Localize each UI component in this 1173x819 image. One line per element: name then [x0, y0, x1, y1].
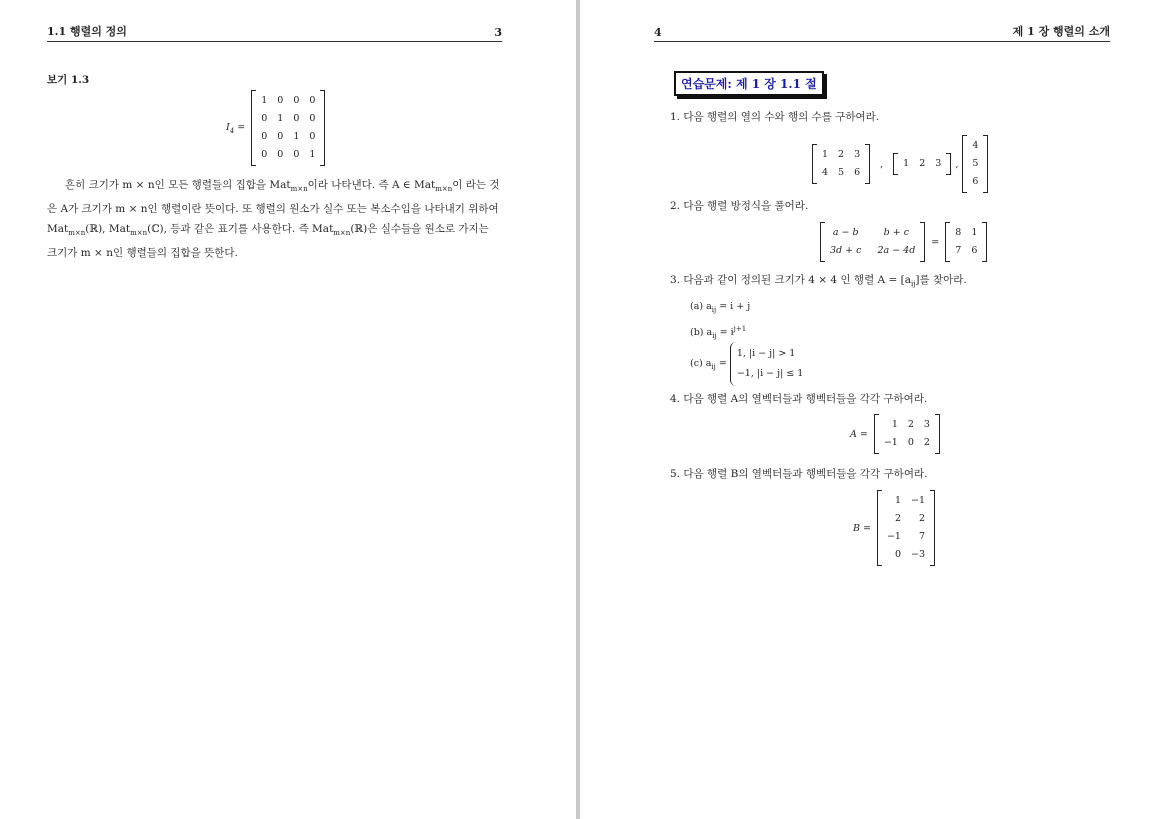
q2-lhs-cell-0-1: b + c — [883, 227, 910, 238]
example-title: 보기 1.3 — [47, 74, 90, 86]
right-header-chapter: 제 1 장 행렬의 소개 — [1012, 25, 1110, 38]
question-1: 1. 다음 행렬의 열의 수와 행의 수를 구하여라. — [670, 111, 880, 123]
q1m2-cell-0-2: 3 — [935, 158, 942, 169]
identity-equation — [226, 90, 325, 166]
identity-cell-2-2: 1 — [293, 131, 300, 142]
identity-cell-3-3: 1 — [309, 149, 316, 160]
q2-rhs-cell-0-1: 1 — [971, 227, 978, 238]
identity-cell-2-0: 0 — [261, 131, 268, 142]
q2-rhs-cell-0-0: 8 — [955, 227, 962, 238]
q4-cell-1-2: 2 — [923, 437, 930, 448]
q4-matrix — [874, 414, 940, 454]
q1m3-cell-1-0: 5 — [972, 158, 979, 169]
identity-cell-1-3: 0 — [309, 113, 316, 124]
q1-matrix-1x3 — [893, 153, 951, 175]
question-3a: (a) $a_{ij} = i + j$ — [690, 301, 751, 314]
q1m1-cell-0-0: 1 — [822, 149, 829, 160]
question-3: 3. 다음과 같이 정의된 크기가 4 × 4 인 행렬 $A = [a_{ij}]$를 찾아라. — [670, 274, 967, 289]
q5-cell-3-0: 0 — [894, 549, 901, 560]
q1-matrices: 1 2 3 4 5 6 , 1 2 3 , 4 5 6 — [812, 135, 988, 193]
question-4: 4. 다음 행렬 A의 열벡터들과 행벡터들을 각각 구하여라. — [670, 393, 928, 405]
identity-cell-1-0: 0 — [261, 113, 268, 124]
q4-equation: A = 1 2 3 −1 0 2 — [850, 414, 940, 454]
identity-cell-3-0: 0 — [261, 149, 268, 160]
q5-cell-2-0: −1 — [886, 531, 901, 542]
q1m2-cell-0-0: 1 — [903, 158, 910, 169]
q1m1-cell-1-0: 4 — [822, 167, 829, 178]
q1m1-cell-1-2: 6 — [854, 167, 861, 178]
identity-cell-0-2: 0 — [293, 95, 300, 106]
question-3c: (c) $a_{ij}$ = 1, |i − j| > 1 −1, |i − j| ≤ 1 — [690, 342, 809, 386]
left-page-number: 3 — [494, 26, 502, 39]
identity-cell-0-3: 0 — [309, 95, 316, 106]
q2-rhs-matrix — [945, 222, 987, 262]
q5-cell-3-1: −3 — [910, 549, 925, 560]
identity-label: $I_4$ = — [226, 121, 246, 135]
left-page — [0, 0, 576, 819]
identity-cell-2-1: 0 — [277, 131, 284, 142]
q4-cell-0-1: 2 — [907, 419, 914, 430]
right-running-header — [654, 22, 1110, 42]
q2-lhs-cell-1-0: 3d + c — [830, 245, 862, 256]
q2-lhs-cell-1-1: 2a − 4d — [877, 245, 916, 256]
exercise-title-box: 연습문제: 제 1 장 1.1 절 — [674, 71, 824, 96]
q1m2-cell-0-1: 2 — [919, 158, 926, 169]
q1-matrix-2x3 — [812, 144, 870, 184]
piecewise-cases: 1, |i − j| > 1 −1, |i − j| ≤ 1 — [730, 342, 809, 386]
q5-cell-0-0: 1 — [894, 495, 901, 506]
left-running-header — [47, 22, 502, 42]
identity-cell-0-0: 1 — [261, 95, 268, 106]
q4-cell-0-2: 3 — [923, 419, 930, 430]
q2-equation: a − b b + c 3d + c 2a − 4d = 8 1 7 6 — [820, 222, 987, 262]
q4-cell-0-0: 1 — [891, 419, 898, 430]
question-5: 5. 다음 행렬 B의 열벡터들과 행벡터들을 각각 구하여라. — [670, 468, 928, 480]
q2-lhs-matrix — [820, 222, 925, 262]
q1-matrix-3x1 — [962, 135, 988, 193]
q2-lhs-cell-0-0: a − b — [832, 227, 859, 238]
question-2: 2. 다음 행렬 방정식을 풀어라. — [670, 200, 809, 212]
q1m3-cell-0-0: 4 — [972, 140, 979, 151]
q5-cell-0-1: −1 — [910, 495, 925, 506]
q5-cell-1-1: 2 — [918, 513, 925, 524]
q5-cell-1-0: 2 — [894, 513, 901, 524]
question-3b: (b) $a_{ij} = i^{j+1}$ — [690, 325, 747, 341]
identity-cell-0-1: 0 — [277, 95, 284, 106]
right-page — [580, 0, 1173, 819]
identity-cell-1-2: 0 — [293, 113, 300, 124]
q5-cell-2-1: 7 — [918, 531, 925, 542]
q1m1-cell-0-1: 2 — [838, 149, 845, 160]
identity-matrix — [251, 90, 325, 166]
left-header-section: 1.1 행렬의 정의 — [47, 25, 127, 38]
identity-cell-3-1: 0 — [277, 149, 284, 160]
q5-equation: B = 1 −1 2 2 −1 7 0 −3 — [853, 490, 935, 566]
right-page-number: 4 — [654, 26, 662, 39]
q1m3-cell-2-0: 6 — [972, 176, 979, 187]
identity-cell-3-2: 0 — [293, 149, 300, 160]
q5-matrix — [877, 490, 935, 566]
definition-paragraph: 흔히 크기가 m × n인 모든 행렬들의 집합을 Mat$_{m\times n}$이라 나타낸다. 즉 A ∈ Mat$_{m\times n}$이 라는 것은 A가 크기가 m × n인 행렬이란 뜻이다. 또 행렬의 원소가 실수 또는 복소수임을 나타내기 위하여 Mat$_{m\times n}$(ℝ), Mat$_{m\times n}$(ℂ), 등과 같은 표기를 사용한다. 즉 Mat$_{m\times n}$(ℝ)은 실수들을 원소로 가지는 크기가 m × n인 행렬들의 집합을 뜻한다. — [47, 179, 500, 260]
q1m1-cell-0-2: 3 — [854, 149, 861, 160]
q2-rhs-cell-1-0: 7 — [955, 245, 962, 256]
q1m1-cell-1-1: 5 — [838, 167, 845, 178]
identity-cell-1-1: 1 — [277, 113, 284, 124]
identity-cell-2-3: 0 — [309, 131, 316, 142]
q4-cell-1-0: −1 — [883, 437, 898, 448]
q2-rhs-cell-1-1: 6 — [971, 245, 978, 256]
q4-cell-1-1: 0 — [907, 437, 914, 448]
